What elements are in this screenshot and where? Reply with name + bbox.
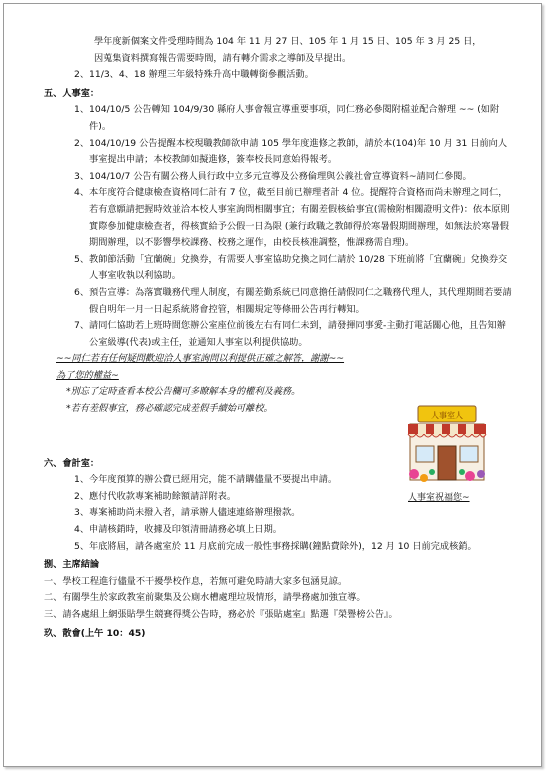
item-number: 3、	[74, 507, 90, 519]
personnel-item-3	[44, 169, 514, 186]
shop-window-left	[416, 446, 434, 462]
item-text: 教師節活動「宜蘭碗」兌換券，有需要人事室協助兌換之同仁請於 10/28 下班前將「宜蘭碗」兌換券交人事室收執以利協助。	[89, 253, 508, 282]
personnel-item-7	[44, 318, 514, 351]
conclusion-item-1	[44, 574, 514, 591]
item-text: 請同仁協助若上班時間您辦公室座位前後左右有同仁未到，請發揮同事愛-主動打電話關心他，且告知辦公室級導(代表)或主任，並通知人事室以利提供協助。	[89, 320, 506, 348]
personnel-shop-illustration	[404, 394, 490, 486]
item-text: 應付代收款專案補助餘額請詳附表。	[89, 490, 237, 502]
item-text: 104/10/19 公告提醒本校現職教師欲申請 105 學年度進修之教師，請於本(104)年 10 月 31 日前向人事室提出申請；本校教師如擬進修，簽奉校長同意始得報考。	[89, 137, 508, 166]
personnel-star-note-2: *若有差假事宜，務必確認完成差假手續始可離校。	[66, 403, 273, 415]
item-number: 三、	[44, 609, 63, 620]
item-text: 申請核銷時，收據及印領清冊請務必填上日期。	[89, 524, 282, 536]
item-text: 今年度預算的辦公費已經用完，能不請購儘量不要提出申請。	[89, 474, 338, 486]
section-heading-personnel: 五、人事室：	[44, 87, 100, 99]
personnel-item-6	[44, 285, 514, 318]
section-heading-adjourn: 玖、散會(上午 10：45)	[44, 627, 146, 639]
accounting-item-5	[44, 539, 514, 556]
item-text: 學校工程進行儘量不干擾學校作息，若無可避免時請大家多包涵見諒。	[62, 575, 348, 587]
item-text: 104/10/7 公告有關公務人員行政中立多元宣導及公務倫理與公義社會宣導資料~請同仁參閱。	[89, 170, 472, 182]
personnel-note: ~~同仁若有任何疑問歡迎洽人事室詢問以利提供正確之解答，謝謝~~	[56, 353, 345, 365]
conclusion-item-2	[44, 590, 514, 607]
item-number: 1、	[74, 474, 90, 486]
item-number: 5、	[74, 253, 90, 265]
shop-awning	[408, 424, 486, 437]
prev-item-2: 2、11/3、4、18 辦理三年級特殊升高中職轉銜參觀活動。	[74, 69, 314, 81]
conclusion-item-3	[44, 607, 514, 624]
item-text: 有關學生於家政教室前聚集及公廁水槽處理垃圾情形，請學務處加強宣導。	[62, 592, 366, 604]
item-text: 年底將屆，請各處室於 11 月底前完成一般性事務採購(鐘點費除外)，12 月 10 日前完成核銷。	[89, 540, 477, 552]
section-heading-accounting: 六、會計室：	[44, 457, 100, 469]
personnel-rights-note: 為了您的權益~	[56, 369, 119, 381]
item-number: 3、	[74, 170, 90, 182]
item-text: 請各處組上網張貼學生競賽得獎公告時，務必於『張貼處室』點選『榮譽榜公告』。	[62, 609, 398, 620]
personnel-item-4	[44, 185, 514, 251]
personnel-item-5	[44, 252, 514, 285]
prev-item-line2: 因蒐集資料撰寫報告需要時間，請有轉介需求之導師及早提出。	[94, 52, 352, 64]
accounting-item-4	[44, 522, 514, 539]
shop-window-right	[460, 446, 478, 462]
item-text: 專案補助尚未撥入者，請承辦人儘速連絡辦理撥款。	[89, 507, 301, 519]
personnel-star-note-1: *別忘了定時查看本校公告欄可多瞭解本身的權利及義務。	[66, 386, 301, 398]
item-number: 一、	[44, 575, 63, 587]
item-number: 5、	[74, 540, 90, 552]
document-page	[3, 3, 542, 767]
item-number: 7、	[74, 320, 90, 332]
shop-door	[438, 446, 456, 480]
shop-sign-text: 人事室人	[431, 411, 463, 420]
item-text: 本年度符合健康檢查資格同仁計有 7 位，截至目前已辦理者計 4 位。提醒符合資格而尚未辦理之同仁，若有意願請把握時效並洽本校人事室詢問相關事宜；有關差假核給事宜(需檢附相關證明文件)：依本原則實際參加健康檢查者，得核實給予公假一日為限 (兼行政職之教師得於寒暑假期間辦理，如無法於寒暑假期間辦理，以不影響學校課務、校務之運作，由校長核准調整，惟課務需自理)。	[89, 187, 510, 249]
item-number: 4、	[74, 524, 90, 536]
personnel-blessing-caption: 人事室祝福您~	[408, 493, 470, 503]
personnel-item-2	[44, 136, 514, 169]
accounting-item-3	[44, 505, 514, 522]
item-number: 2、	[74, 490, 90, 502]
item-number: 6、	[74, 286, 90, 298]
item-number: 2、	[74, 137, 90, 149]
item-number: 二、	[44, 592, 63, 604]
item-number: 1、	[74, 104, 90, 116]
section-heading-chair-conclusion: 捌、主席結論	[44, 559, 100, 571]
prev-item-line1: 學年度新個案文件受理時間為 104 年 11 月 27 日、105 年 1 月 15 日、105 年 3 月 25 日，	[94, 36, 482, 47]
item-text: 預告宣導：為落實職務代理人制度，有關差勤系統已同意擔任請假同仁之職務代理人，其代理期間若要請假自明年一月一日起系統將會控管，相關規定等條冊公告再行轉知。	[89, 286, 512, 315]
item-number: 4、	[74, 187, 90, 199]
document-content	[44, 34, 514, 642]
personnel-item-1	[44, 102, 514, 135]
item-text: 104/10/5 公告轉知 104/9/30 縣府人事會報宣導重要事項，同仁務必參閱附檔並配合辦理 ~~ (如附件)。	[89, 104, 500, 132]
